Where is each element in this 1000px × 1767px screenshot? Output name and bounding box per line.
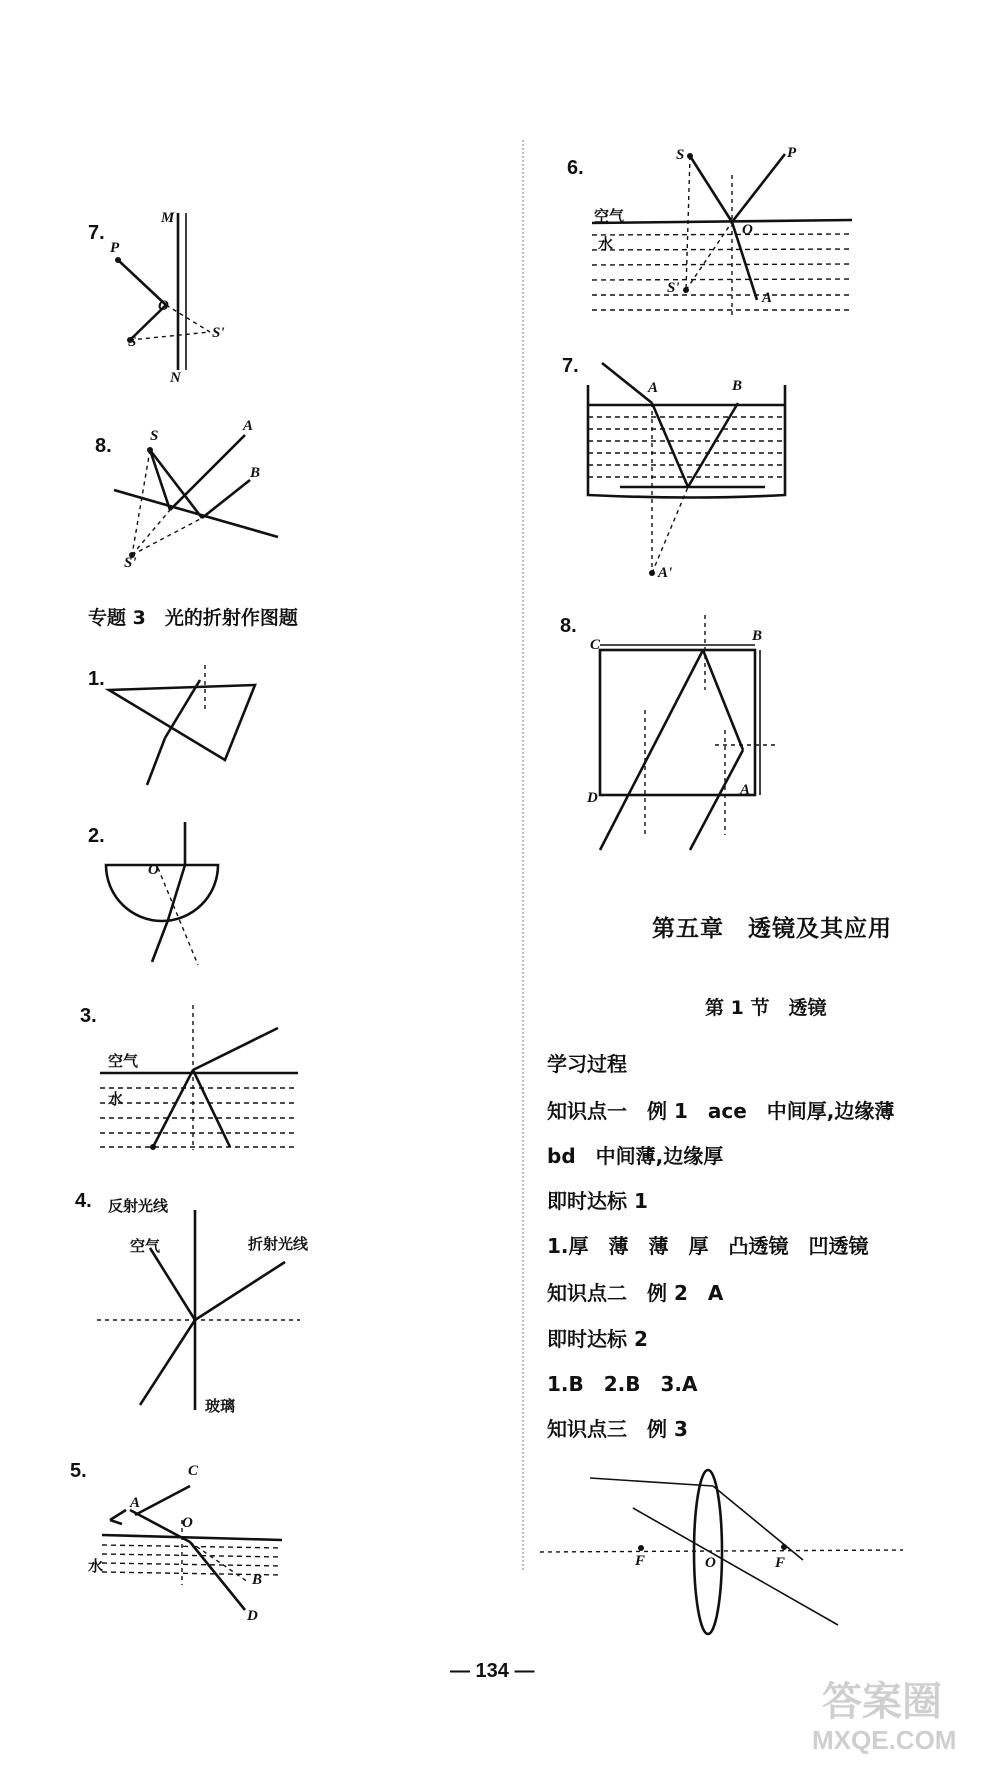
section-title: 第 1 节 透镜	[705, 997, 827, 1019]
left-fig5-label-O: O	[182, 1515, 193, 1531]
right-fig7-number: 7.	[562, 355, 579, 377]
answer-line-8: 1.B 2.B 3.A	[547, 1372, 698, 1396]
left-fig5-number: 5.	[70, 1460, 87, 1482]
right-fig6-label-P: P	[787, 145, 797, 161]
chapter-title: 第五章 透镜及其应用	[652, 916, 892, 942]
left-fig7-label-M: M	[161, 210, 175, 226]
right-fig8-label-A: A	[740, 782, 751, 798]
left-fig7-label-O: O	[158, 298, 169, 314]
left-fig3-water-label: 水	[108, 1090, 124, 1108]
column-divider	[522, 140, 524, 1570]
left-fig3-air-label: 空气	[108, 1052, 139, 1070]
right-fig6-water-label: 水	[598, 235, 614, 253]
left-fig4-air-label: 空气	[130, 1237, 161, 1255]
left-fig2-label-O: O	[148, 862, 159, 878]
right-fig6-air-label: 空气	[594, 207, 625, 225]
left-fig5-label-C: C	[188, 1463, 199, 1479]
left-fig8-number: 8.	[95, 435, 112, 457]
right-fig6-label-S-prime: S'	[667, 280, 680, 296]
watermark-site: MXQE.COM	[812, 1725, 957, 1755]
left-fig4-refracted-label: 折射光线	[248, 1235, 309, 1253]
left-fig8-label-S-prime: S'	[124, 555, 137, 571]
right-fig6-label-O: O	[742, 222, 753, 238]
left-fig1-diagram	[105, 660, 265, 790]
left-fig7-label-P: P	[110, 240, 120, 256]
left-fig4-glass-label: 玻璃	[205, 1397, 236, 1415]
right-fig6-diagram	[590, 150, 860, 325]
convex-lens-diagram	[538, 1460, 908, 1640]
left-fig8-diagram	[110, 425, 285, 575]
left-fig2-diagram	[100, 820, 230, 970]
left-fig3-number: 3.	[80, 1005, 97, 1027]
left-fig5-label-B: B	[252, 1572, 263, 1588]
right-fig8-label-D: D	[587, 790, 598, 806]
left-fig7-label-N: N	[170, 370, 181, 386]
left-fig1-number: 1.	[88, 668, 105, 690]
left-fig4-reflected-label: 反射光线	[108, 1197, 169, 1215]
left-fig4-number: 4.	[75, 1190, 92, 1212]
topic-title: 专题 3 光的折射作图题	[88, 607, 298, 629]
right-fig6-number: 6.	[567, 157, 584, 179]
answer-line-2: 知识点一 例 1 ace 中间厚,边缘薄	[547, 1099, 895, 1123]
lens-label-O: O	[705, 1555, 716, 1571]
left-fig5-diagram	[100, 1460, 290, 1645]
right-fig8-label-C: C	[590, 637, 601, 653]
lens-label-F-left: F	[635, 1553, 646, 1569]
right-fig8-number: 8.	[560, 615, 577, 637]
left-fig7-number: 7.	[88, 222, 105, 244]
left-fig5-water-label: 水	[88, 1557, 104, 1575]
left-fig7-label-S-prime: S'	[212, 325, 225, 341]
answer-line-4: 即时达标 1	[547, 1189, 648, 1213]
watermark-logo: 答案圈	[822, 1680, 942, 1724]
answer-line-7: 即时达标 2	[547, 1327, 648, 1351]
right-fig6-label-S: S	[676, 147, 685, 163]
right-fig7-label-B: B	[732, 378, 743, 394]
right-fig7-diagram	[580, 355, 810, 585]
left-fig3-diagram	[98, 1000, 303, 1160]
answer-line-1: 学习过程	[547, 1052, 627, 1076]
left-fig7-label-S: S	[128, 334, 137, 350]
lens-label-F-right: F	[775, 1555, 786, 1571]
answer-line-9: 知识点三 例 3	[547, 1417, 688, 1441]
left-fig2-number: 2.	[88, 825, 105, 847]
right-fig6-label-A: A	[762, 290, 773, 306]
answer-line-5: 1.厚 薄 薄 厚 凸透镜 凹透镜	[547, 1234, 869, 1258]
right-fig8-label-B: B	[752, 628, 763, 644]
left-fig8-label-S: S	[150, 428, 159, 444]
right-fig7-label-A-prime: A'	[658, 565, 673, 581]
left-fig7-diagram	[100, 205, 240, 380]
left-fig5-label-A: A	[130, 1495, 141, 1511]
answer-line-3: bd 中间薄,边缘厚	[547, 1144, 724, 1168]
answer-line-6: 知识点二 例 2 A	[547, 1281, 724, 1305]
left-fig5-label-D: D	[247, 1608, 258, 1624]
right-fig8-diagram	[585, 610, 785, 860]
page-number: — 134 —	[450, 1660, 535, 1682]
left-fig8-label-B: B	[250, 465, 261, 481]
right-fig7-label-A: A	[648, 380, 659, 396]
left-fig8-label-A: A	[243, 418, 254, 434]
